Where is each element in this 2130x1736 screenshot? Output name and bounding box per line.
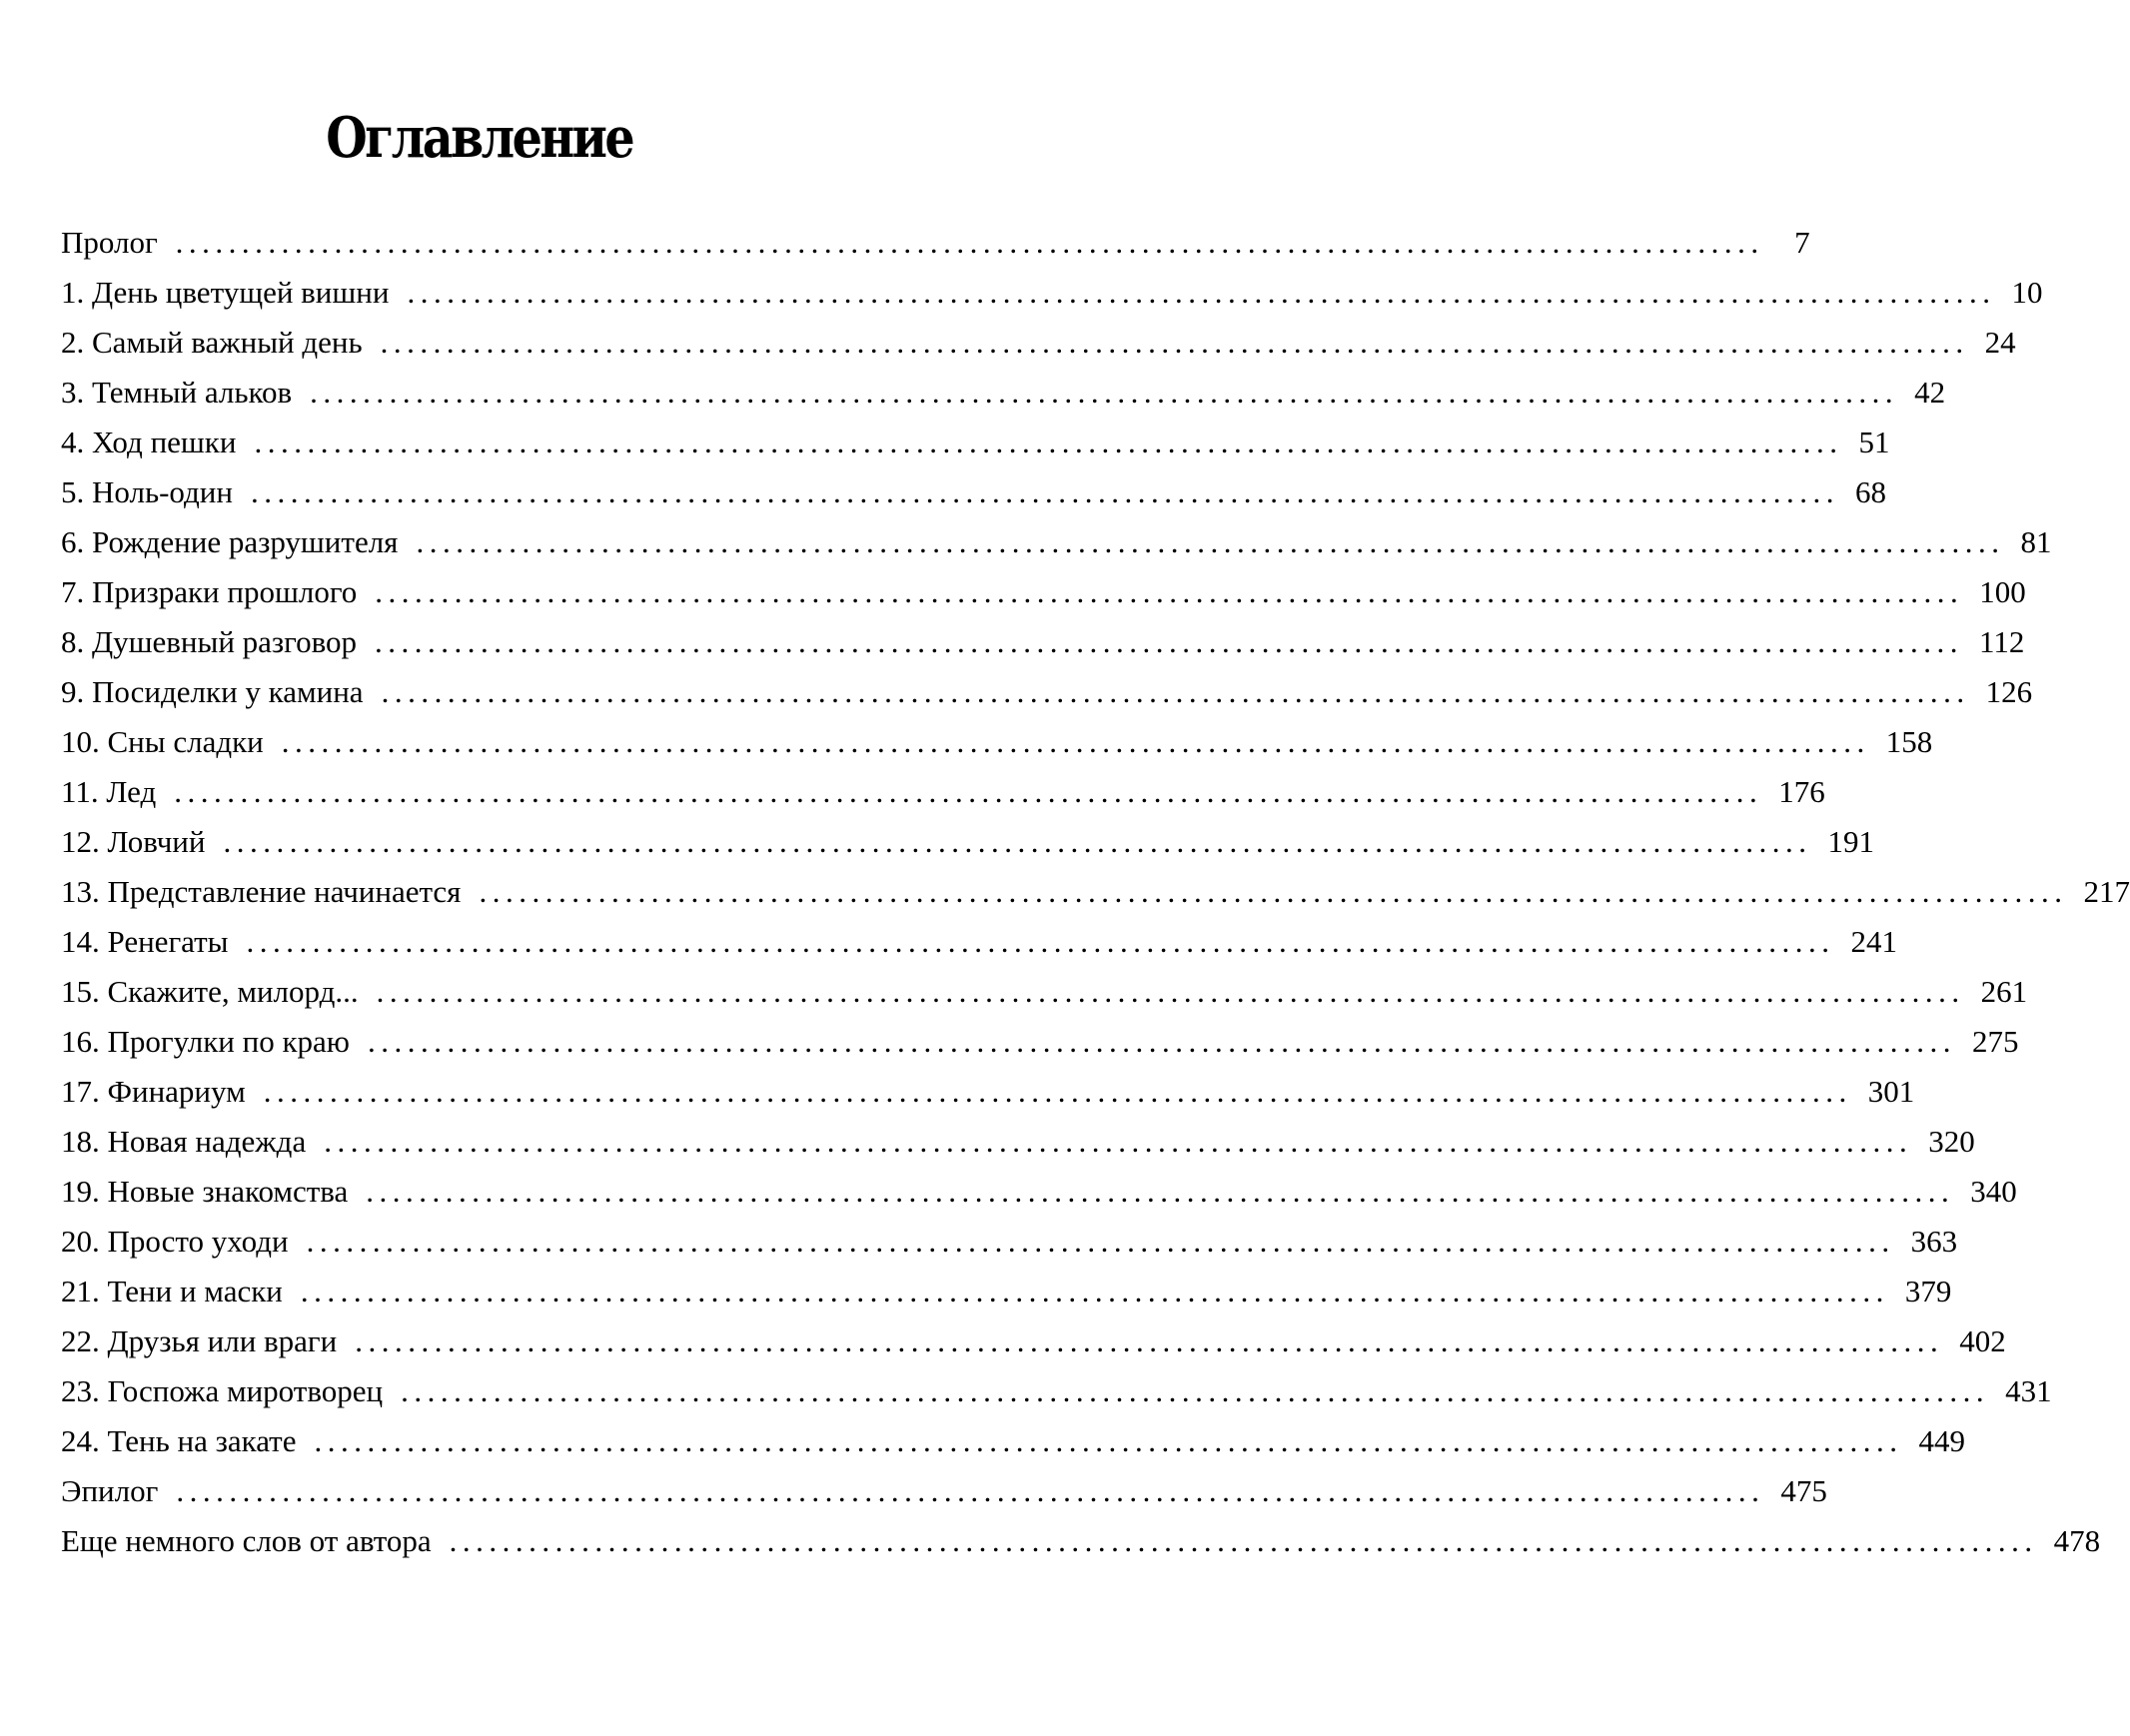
toc-entry-page: 100 [1979, 574, 2026, 609]
toc-entry-label: 5. Ноль-один [61, 474, 233, 509]
toc-entry [61, 1017, 2019, 1067]
toc-entry-label: 20. Просто уходи [61, 1224, 289, 1259]
toc-entry-page: 126 [1985, 674, 2033, 709]
toc-entry [61, 1217, 1958, 1267]
toc-entry [61, 917, 1897, 967]
table-of-contents [61, 218, 2130, 1566]
toc-entry-label: 15. Скажите, милорд... [61, 974, 359, 1009]
toc-entry-page: 191 [1827, 824, 1874, 859]
toc-entry [61, 1316, 2006, 1366]
toc-entry-label: 10. Сны сладки [61, 724, 264, 759]
toc-entry-label: 13. Представление начинается [61, 874, 462, 909]
toc-entry-label: 21. Тени и маски [61, 1274, 283, 1308]
dot-leader: ........................................................................................................................ [254, 425, 1843, 459]
dot-leader: ........................................................................................................................ [367, 1024, 1956, 1059]
toc-entry-page: 68 [1854, 474, 1886, 509]
dot-leader: ........................................................................................................................ [375, 624, 1964, 659]
toc-entry [61, 318, 2016, 368]
dot-leader: ........................................................................................................................ [407, 275, 1996, 310]
toc-entry-page: 24 [1984, 325, 2016, 360]
dot-leader: ........................................................................................................................ [176, 1473, 1765, 1508]
toc-entry [61, 1267, 1952, 1316]
toc-entry [61, 1067, 1915, 1117]
toc-entry-label: 8. Душевный разговор [61, 624, 358, 659]
toc-entry-page: 261 [1980, 974, 2028, 1009]
toc-entry-page: 340 [1970, 1174, 2017, 1209]
dot-leader: ........................................................................................................................ [479, 874, 2068, 909]
toc-entry-page: 478 [2053, 1523, 2101, 1558]
dot-leader: ........................................................................................................................ [366, 1174, 1955, 1209]
toc-entry-page: 241 [1850, 924, 1897, 959]
toc-entry-label: 7. Призраки прошлого [61, 574, 358, 609]
toc-entry-label: 6. Рождение разрушителя [61, 524, 399, 559]
toc-entry-label: 22. Друзья или враги [61, 1323, 338, 1358]
dot-leader: ........................................................................................................................ [449, 1523, 2038, 1558]
toc-entry-label: 9. Посиделки у камина [61, 674, 364, 709]
dot-leader: ........................................................................................................................ [263, 1074, 1852, 1109]
toc-entry-label: 17. Финариум [61, 1074, 246, 1109]
toc-entry-label: Еще немного слов от автора [61, 1523, 432, 1558]
toc-entry [61, 1366, 2052, 1416]
toc-entry-page: 431 [2005, 1373, 2052, 1408]
toc-entry [61, 567, 2026, 617]
dot-leader: ........................................................................................................................ [375, 574, 1964, 609]
dot-leader: ........................................................................................................................ [306, 1224, 1895, 1259]
toc-entry-page: 402 [1959, 1323, 2006, 1358]
toc-entry [61, 767, 1825, 817]
dot-leader: ........................................................................................................................ [281, 724, 1870, 759]
toc-entry-label: 23. Госпожа миротворец [61, 1373, 384, 1408]
dot-leader: ........................................................................................................................ [310, 375, 1899, 410]
dot-leader: ........................................................................................................................ [324, 1124, 1913, 1159]
dot-leader: ........................................................................................................................ [376, 974, 1965, 1009]
dot-leader: ........................................................................................................................ [300, 1274, 1889, 1308]
toc-entry-label: 2. Самый важный день [61, 325, 363, 360]
dot-leader: ........................................................................................................................ [416, 524, 2005, 559]
toc-entry-label: 4. Ход пешки [61, 425, 237, 459]
toc-entry-page: 112 [1979, 624, 2025, 659]
toc-entry [61, 817, 1874, 867]
dot-leader: ........................................................................................................................ [381, 674, 1970, 709]
dot-leader: ........................................................................................................................ [380, 325, 1969, 360]
dot-leader: ........................................................................................................................ [174, 774, 1763, 809]
toc-entry-page: 275 [1971, 1024, 2019, 1059]
toc-entry [61, 1516, 2101, 1566]
toc-entry-page: 475 [1780, 1473, 1827, 1508]
toc-entry [61, 1416, 1965, 1466]
toc-entry [61, 717, 1933, 767]
toc-entry-page: 7 [1794, 225, 1810, 260]
toc-entry-label: 19. Новые знакомства [61, 1174, 349, 1209]
toc-entry [61, 368, 1946, 418]
toc-entry-page: 301 [1867, 1074, 1915, 1109]
toc-entry-page: 51 [1858, 425, 1890, 459]
dot-leader: ........................................................................................................................ [246, 924, 1835, 959]
toc-entry-page: 10 [2011, 275, 2043, 310]
dot-leader: ........................................................................................................................ [314, 1423, 1903, 1458]
toc-entry [61, 467, 1886, 517]
toc-entry-page: 81 [2020, 524, 2052, 559]
toc-entry-page: 42 [1914, 375, 1946, 410]
toc-entry-label: 24. Тень на закате [61, 1423, 297, 1458]
toc-entry [61, 418, 1890, 467]
toc-entry [61, 617, 2025, 667]
toc-entry-label: Пролог [61, 225, 158, 260]
page-title: Оглавление [326, 105, 633, 171]
toc-entry [61, 1167, 2017, 1217]
dot-leader: ........................................................................................................................ [401, 1373, 1990, 1408]
toc-entry-page: 449 [1918, 1423, 1965, 1458]
toc-entry [61, 867, 2130, 917]
toc-entry [61, 268, 2043, 318]
toc-entry [61, 218, 1810, 268]
dot-leader: ........................................................................................................................ [223, 824, 1812, 859]
toc-entry-label: 16. Прогулки по краю [61, 1024, 350, 1059]
toc-entry-page: 363 [1910, 1224, 1958, 1259]
toc-entry-label: 11. Лед [61, 774, 157, 809]
toc-entry-label: 14. Ренегаты [61, 924, 229, 959]
toc-entry [61, 667, 2033, 717]
toc-entry [61, 967, 2028, 1017]
toc-entry-label: 18. Новая надежда [61, 1124, 307, 1159]
toc-entry-page: 320 [1928, 1124, 1975, 1159]
toc-entry-label: 1. День цветущей вишни [61, 275, 390, 310]
toc-entry-page: 379 [1904, 1274, 1952, 1308]
toc-entry-page: 176 [1778, 774, 1825, 809]
toc-entry-label: 3. Темный альков [61, 375, 293, 410]
dot-leader: ........................................................................................................................ [175, 225, 1764, 260]
dot-leader: ........................................................................................................................ [250, 474, 1839, 509]
toc-entry-page: 217 [2083, 874, 2130, 909]
toc-entry-page: 158 [1885, 724, 1933, 759]
dot-leader: ........................................................................................................................ [355, 1323, 1944, 1358]
toc-entry [61, 1117, 1975, 1167]
toc-entry [61, 1466, 1827, 1516]
toc-entry-label: 12. Ловчий [61, 824, 206, 859]
toc-entry [61, 517, 2052, 567]
toc-entry-label: Эпилог [61, 1473, 159, 1508]
